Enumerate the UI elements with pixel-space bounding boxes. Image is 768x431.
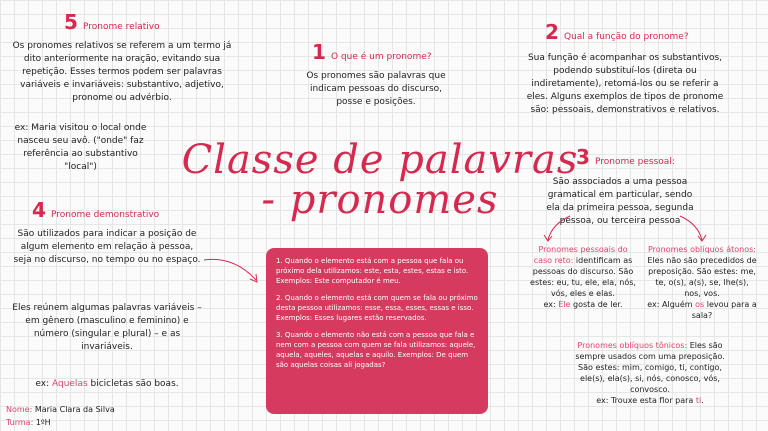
pronomes-caso-reto xyxy=(528,244,638,310)
section-number: 3 xyxy=(576,145,590,169)
section-heading: Qual a função do pronome? xyxy=(564,32,689,42)
subsection-heading: Pronomes oblíquos tônicos: xyxy=(577,341,688,350)
example-prefix: ex: xyxy=(543,300,559,309)
section-number: 4 xyxy=(32,198,46,222)
section-heading: Pronome demonstrativo xyxy=(51,210,160,220)
demonstrative-rules-panel xyxy=(266,248,488,414)
section-4-text-2: Eles reúnem algumas palavras variáveis – em gênero (masculino e feminino) e número (singular e plural) – e as invariáveis. xyxy=(12,303,202,352)
section-1-header xyxy=(312,42,432,63)
section-5-header xyxy=(64,12,160,33)
pronomes-obliquos-atonos xyxy=(646,244,758,321)
section-2-text: Sua função é acompanhar os substantivos, podendo substituí-los (direta ou indiretamente), retomá-los ou se referir a eles. Alguns exemplos de tipos de pronome são: pessoais, demonstrativos e relativos. xyxy=(526,53,724,115)
section-heading: Pronome pessoal: xyxy=(595,157,675,167)
name-label: Nome: xyxy=(6,405,33,414)
example-prefix: ex: Alguém xyxy=(647,300,696,309)
main-title xyxy=(180,137,580,223)
example-highlight: Aquelas xyxy=(51,379,88,389)
arrow-to-panel-icon xyxy=(200,254,264,288)
example-highlight: os xyxy=(695,300,705,309)
student-class xyxy=(6,417,51,428)
section-heading: Pronome relativo xyxy=(83,22,160,32)
panel-item-3: 3. Quando o elemento não está com a pessoa que fala e nem com a pessoa com quem se fala utilizamos: aquele, aquela, aqueles, aquelas e aquilo. Exemplos: De quem são aquelas coisas ali jogadas? xyxy=(276,331,476,369)
subsection-heading: Pronomes pessoais do caso reto: xyxy=(533,245,628,265)
section-4-text-1: São utilizados para indicar a posição de algum elemento em relação à pessoa, seja no discurso, no tempo ou no espaço. xyxy=(13,229,201,265)
subsection-text: Eles são sempre usados com uma preposição. São estes: mim, comigo, ti, contigo, ele(s), ela(s), si, nós, conosco, vós, convosco. xyxy=(575,341,725,394)
section-3-header xyxy=(576,147,675,168)
example-prefix: ex: xyxy=(35,379,52,389)
example-rest: gosta de ler. xyxy=(570,300,623,309)
section-number: 1 xyxy=(312,40,326,64)
pronomes-obliquos-tonicos xyxy=(570,340,730,406)
subsection-text: identificam as pessoas do discurso. São estes: eu, tu, ele, ela, nós, vós, eles e elas. xyxy=(530,256,636,298)
class-label: Turma: xyxy=(6,418,34,427)
section-4-example xyxy=(12,378,202,391)
class-value: 1ºH xyxy=(33,418,51,427)
section-5-text: Os pronomes relativos se referem a um termo já dito anteriormente na oração, evitando sua repetição. Esses termos podem ser palavras variáveis e invariáveis: substantivo, adjetivo, pronome ou advérbio. xyxy=(12,41,232,103)
section-number: 2 xyxy=(545,20,559,44)
section-4-header xyxy=(32,200,159,221)
name-value: Maria Clara da Silva xyxy=(32,405,115,414)
section-heading: O que é um pronome? xyxy=(331,52,432,62)
panel-item-1: 1. Quando o elemento está com a pessoa que fala ou próximo dela utilizamos: este, esta, estes, estas e isto. Exemplos: Este computador é meu. xyxy=(276,257,469,285)
subsection-text: Eles não são precedidos de preposição. São estes: me, te, o(s), a(s), se, lhe(s), nos, vos. xyxy=(647,256,757,298)
example-prefix: ex: Trouxe esta flor para xyxy=(596,396,696,405)
example-highlight: Ele xyxy=(558,300,571,309)
subsection-heading: Pronomes oblíquos átonos: xyxy=(647,245,756,254)
section-3-text: São associados a uma pessoa gramatical em particular, sendo ela da primeira pessoa, segunda pessoa, ou terceira pessoa xyxy=(546,177,694,226)
section-1-text: Os pronomes são palavras que indicam pessoas do discurso, posse e posições. xyxy=(306,71,446,107)
student-name xyxy=(6,404,115,415)
main-title-line-2: - pronomes xyxy=(261,177,499,223)
section-number: 5 xyxy=(64,10,78,34)
section-2-header xyxy=(545,22,689,43)
example-highlight: ti xyxy=(695,396,702,405)
section-5-example: ex: Maria visitou o local onde nasceu seu avô. ("onde" faz referência ao substantivo "local") xyxy=(14,123,147,172)
example-rest: bicicletas são boas. xyxy=(87,379,179,389)
main-title-line-1: Classe de palavras xyxy=(181,137,579,183)
example-rest: . xyxy=(701,396,704,405)
example-rest: levou para a sala? xyxy=(691,300,757,320)
panel-item-2: 2. Quando o elemento está com quem se fala ou próximo desta pessoa utilizamos: esse, essa, esses, essas e isso. Exemplos: Esses lugares estão reservados. xyxy=(276,294,478,322)
